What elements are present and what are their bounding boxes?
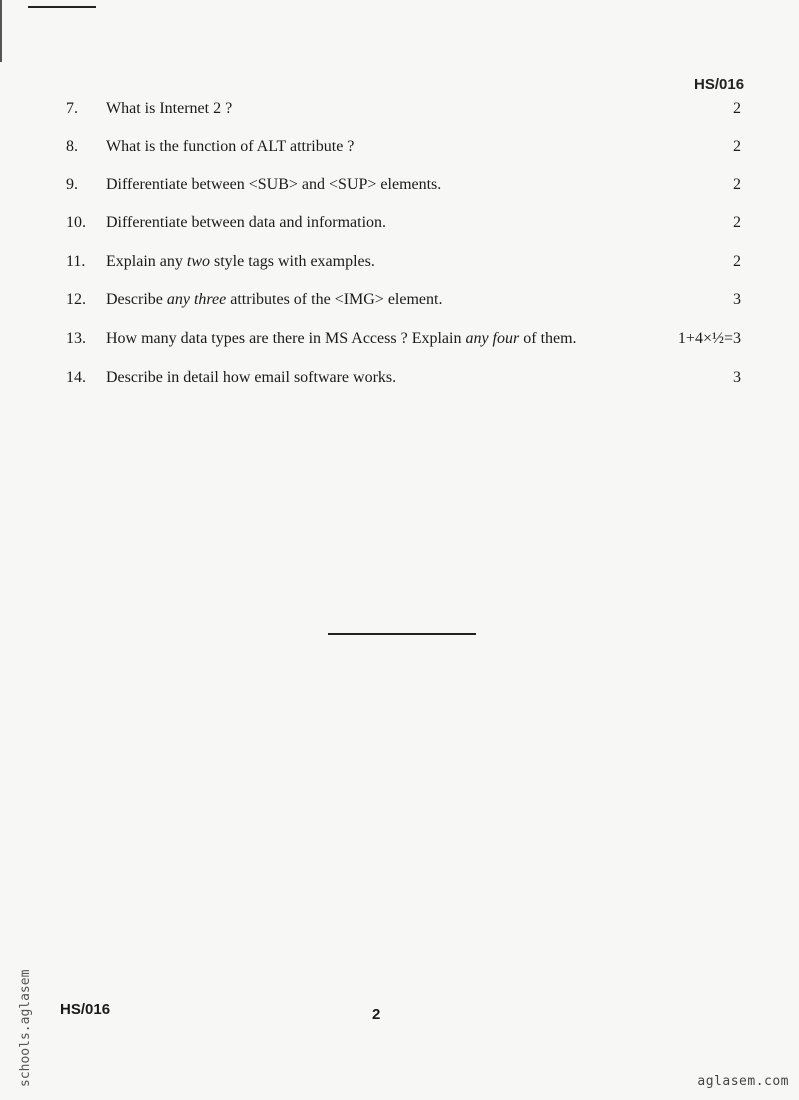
question-number: 13. xyxy=(66,330,86,347)
question-text: What is Internet 2 ? xyxy=(106,100,233,117)
question-number: 9. xyxy=(66,176,78,193)
top-rule xyxy=(28,6,96,8)
question-text-part: How many data types are there in MS Access ? Explain xyxy=(106,330,466,347)
question-item xyxy=(0,100,799,124)
question-number: 12. xyxy=(66,291,86,308)
question-number: 7. xyxy=(66,100,78,117)
question-marks: 2 xyxy=(733,100,741,117)
question-text: What is the function of ALT attribute ? xyxy=(106,138,355,155)
question-number: 14. xyxy=(66,369,86,386)
question-marks: 3 xyxy=(733,369,741,386)
question-item xyxy=(0,253,799,277)
footer-page-number: 2 xyxy=(372,1006,381,1023)
question-text-part: Explain any xyxy=(106,253,187,270)
question-text-emphasis: two xyxy=(186,253,210,270)
question-text xyxy=(106,291,442,309)
question-text: Differentiate between data and information. xyxy=(106,214,387,231)
question-number: 11. xyxy=(66,253,86,270)
corner-watermark: aglasem.com xyxy=(697,1074,789,1089)
question-text-part: style tags with examples. xyxy=(210,253,375,270)
question-marks: 2 xyxy=(733,138,741,155)
question-marks: 3 xyxy=(733,291,741,308)
question-number: 8. xyxy=(66,138,78,155)
end-of-questions-rule xyxy=(328,633,476,635)
question-text-emphasis: any three xyxy=(166,291,227,308)
page-left-edge xyxy=(0,0,2,62)
footer-paper-code: HS/016 xyxy=(60,1001,111,1018)
header-paper-code: HS/016 xyxy=(694,76,745,93)
question-item xyxy=(0,214,799,238)
question-text-part: Describe xyxy=(106,291,167,308)
question-text-emphasis: any four xyxy=(465,330,520,347)
question-marks: 1+4×½=3 xyxy=(677,330,741,347)
question-text-part: of them. xyxy=(519,330,577,347)
question-marks: 2 xyxy=(733,176,741,193)
question-item xyxy=(0,291,799,315)
question-number: 10. xyxy=(66,214,86,231)
question-text-part: attributes of the <IMG> element. xyxy=(226,291,443,308)
question-item xyxy=(0,138,799,162)
question-item xyxy=(0,176,799,200)
question-marks: 2 xyxy=(733,253,741,270)
question-marks: 2 xyxy=(733,214,741,231)
side-watermark: schools.aglasem xyxy=(18,969,33,1087)
question-text xyxy=(106,330,577,348)
question-item xyxy=(0,369,799,393)
question-item xyxy=(0,330,799,354)
question-text: Differentiate between <SUB> and <SUP> elements. xyxy=(106,176,442,193)
question-text xyxy=(106,253,375,271)
question-text: Describe in detail how email software works. xyxy=(106,369,397,386)
